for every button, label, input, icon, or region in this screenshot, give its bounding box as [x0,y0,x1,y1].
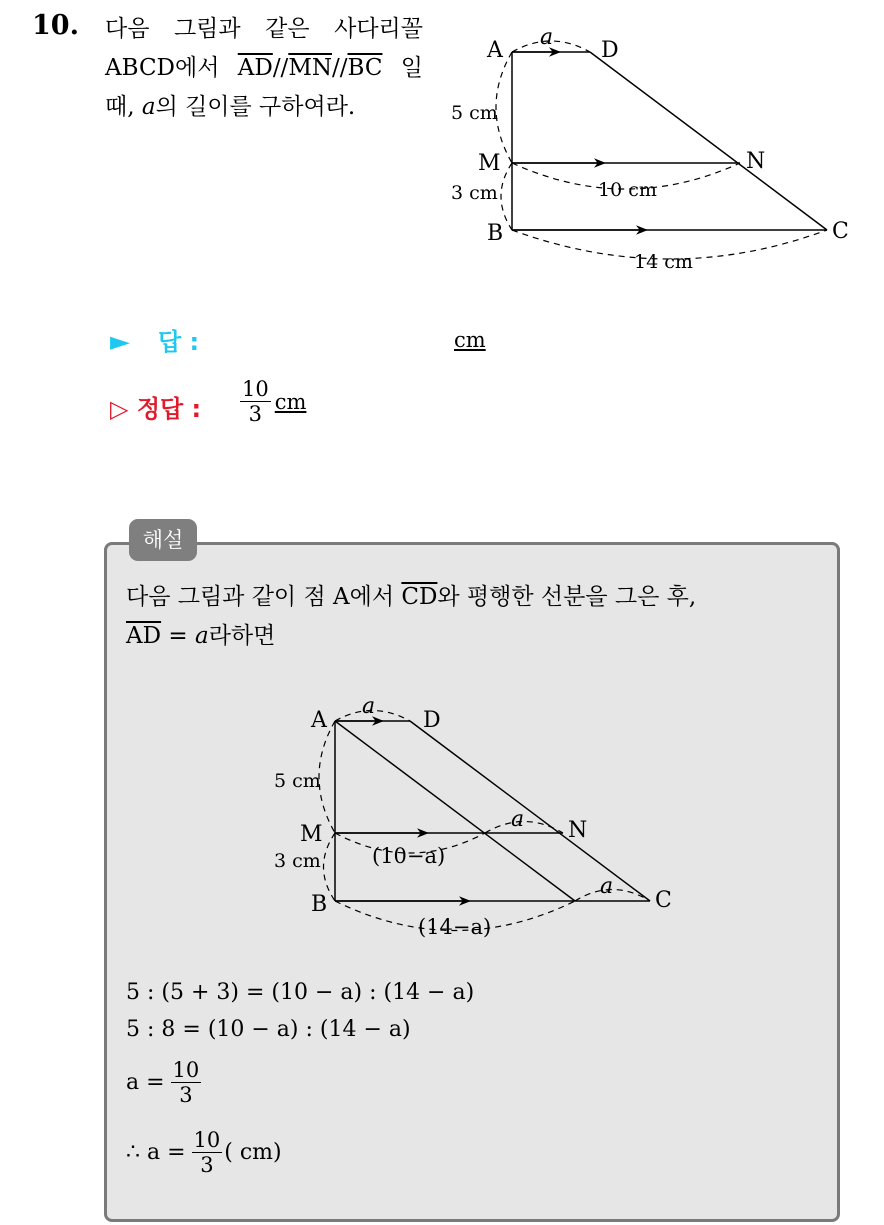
equation-4-lhs: ∴ a = [126,1140,186,1165]
correct-answer-label: 정답 : [136,395,202,423]
fraction [171,1058,202,1107]
label-m-vertex: M [478,151,501,176]
label-3cm: 3 cm [451,182,498,204]
label-m-vertex: M [300,822,323,847]
brace-mb [501,163,512,230]
equation-3 [126,1058,201,1107]
label-14-minus-a: (14−a) [418,915,492,939]
label-14cm: 14 cm [634,251,693,273]
label-d-vertex: D [423,708,441,733]
correct-answer-row [110,389,201,424]
correct-answer-arrow-icon: ▷ [110,395,129,423]
explanation-text-part1: 다음 그림과 같이 점 A에서 [126,584,402,610]
label-a-vertex: A [487,38,503,63]
explanation-figure [265,690,685,945]
brace-mb [324,833,336,901]
fraction [192,1128,223,1177]
segment-cd: $\overline{CD}$ [401,584,438,610]
label-a-vertex: A [311,708,327,733]
brace-am [319,721,335,833]
question-text [105,10,423,127]
equation-2: 5 : 8 = (10 − a) : (14 − a) [126,1017,411,1042]
label-n-vertex: N [568,818,588,843]
segment-ad: $\overline{AD}$ [126,623,162,649]
side-dc [410,721,650,901]
label-10-minus-a: (10−a) [372,844,446,868]
variable-a: a [141,94,156,120]
label-a-bot: a [600,874,614,899]
equation-3-lhs: a = [126,1070,165,1095]
label-n-vertex: N [746,149,766,174]
explanation-badge: 해설 [129,519,197,561]
brace-am [496,52,512,163]
variable-a: a [194,623,209,649]
segment-ad: $\overline{AD}$ [237,55,273,81]
label-c-vertex: C [655,888,672,913]
label-5cm: 5 cm [451,102,498,124]
fraction-denominator: 3 [179,1083,193,1107]
answer-unit: cm [454,328,486,352]
side-dc [590,52,827,230]
correct-answer-value [240,377,306,426]
fraction [240,377,271,426]
equation-4-unit: ( cm) [224,1140,282,1165]
question-text-part2: 일 때, [105,55,423,120]
label-3cm: 3 cm [274,850,321,872]
answer-row [110,322,199,357]
question-text-part1: 다음 그림과 같은 사다리꼴 ABCD에서 [105,16,423,81]
parallel-sign: // [272,55,289,81]
equals-sign: = [161,623,195,649]
label-a-mid: a [511,807,525,832]
parallel-sign: // [332,55,348,81]
equation-4 [126,1128,282,1177]
label-10cm: 10 cm [598,179,657,201]
label-5cm: 5 cm [274,770,321,792]
parallel-to-cd [335,721,575,901]
fraction-denominator: 3 [248,402,263,426]
equation-1: 5 : (5 + 3) = (10 − a) : (14 − a) [126,980,475,1005]
label-a-length: a [540,25,554,50]
trapezoid-figure [440,18,860,280]
label-c-vertex: C [832,219,849,244]
answer-label: 답 : [158,328,200,356]
segment-bc: $\overline{BC}$ [347,55,383,81]
explanation-text-part2: 와 평행한 선분을 그은 후, [437,584,697,610]
answer-arrow-icon: ► [110,327,130,357]
question-number: 10. [32,10,79,41]
fraction-numerator: 10 [193,1128,221,1152]
label-b-vertex: B [311,892,328,917]
explanation-text [126,578,826,656]
segment-mn: $\overline{MN}$ [288,55,332,81]
fraction-numerator: 10 [242,377,269,401]
label-a-top: a [362,694,376,719]
question-text-part3: 의 길이를 구하여라. [155,94,356,120]
label-d-vertex: D [601,38,619,63]
label-b-vertex: B [487,221,504,246]
explanation-text-part3: 라하면 [208,623,276,649]
correct-answer-unit: cm [274,389,307,414]
fraction-denominator: 3 [200,1153,214,1177]
fraction-numerator: 10 [172,1058,200,1082]
